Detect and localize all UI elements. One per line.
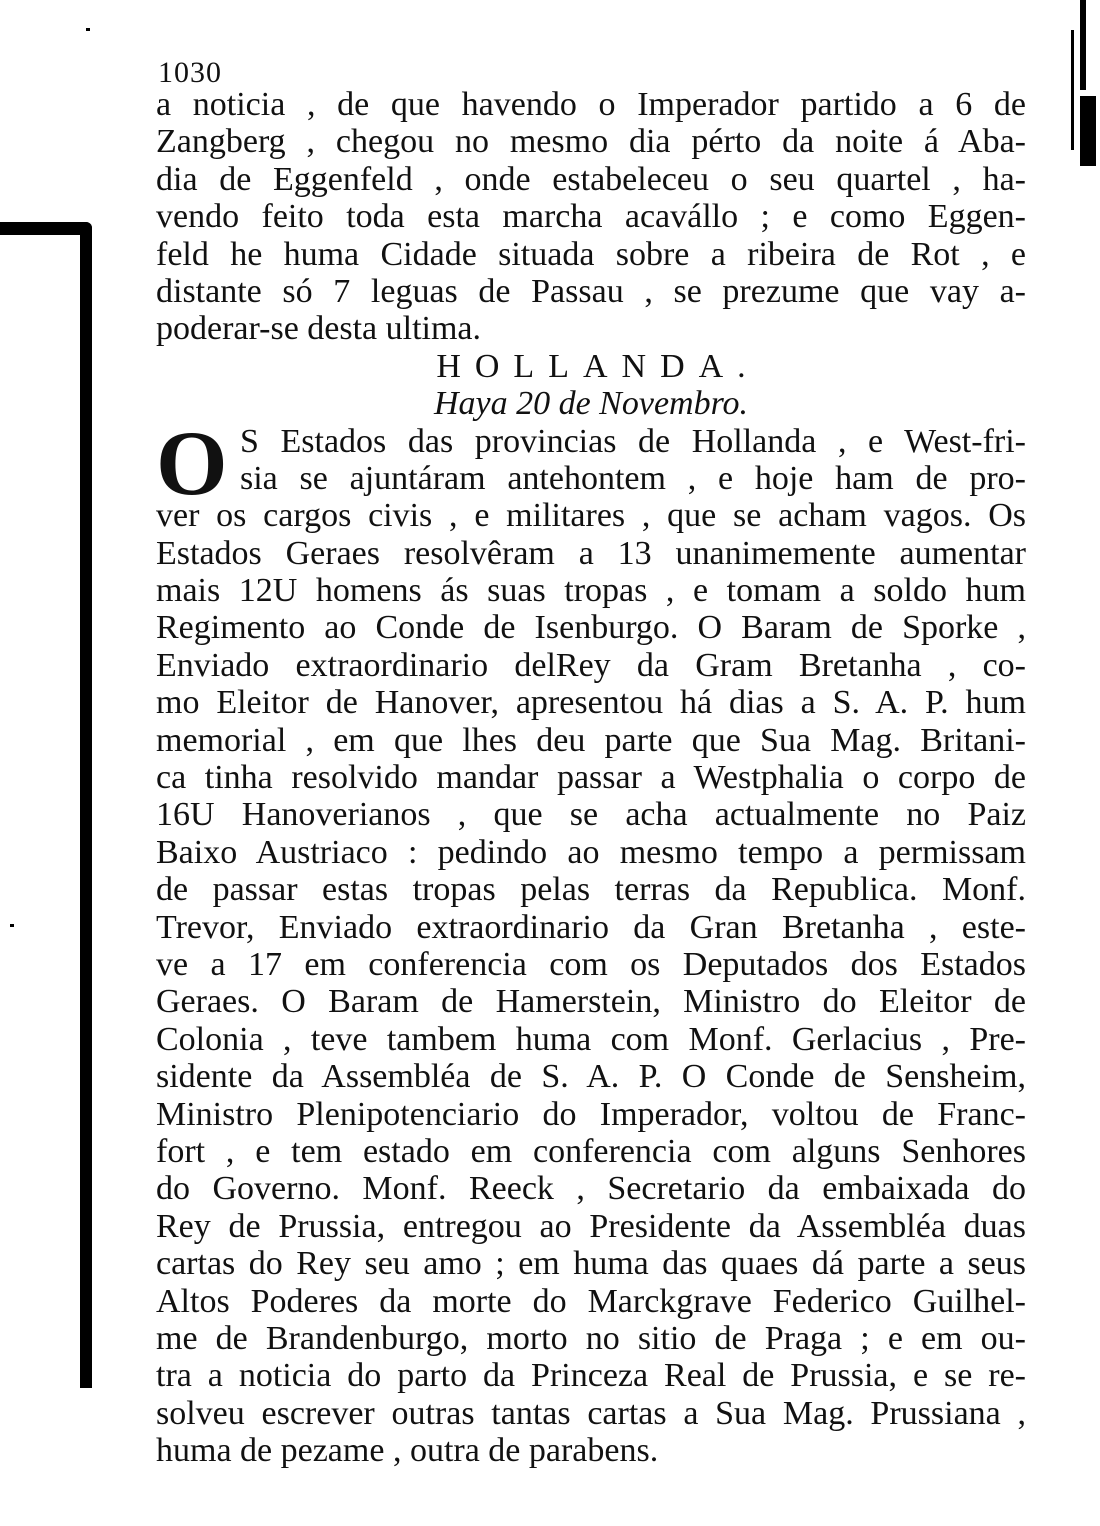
text-line: Estados Geraes resolvêram a 13 unanimemente aumentar (156, 534, 1026, 572)
text-line: Regimento ao Conde de Isenburgo. O Baram de Sporke , (156, 609, 1026, 647)
text-line: huma de pezame , outra de parabens. (156, 1432, 659, 1470)
text-line: Geraes. O Baram de Hamerstein, Ministro do Eleitor de (156, 983, 1026, 1021)
edge-mark (1080, 96, 1096, 166)
text-line: do Governo. Monf. Reeck , Secretario da embaixada do (156, 1170, 1026, 1208)
text-line: memorial , em que lhes deu parte que Sua Mag. Britani- (156, 721, 1026, 759)
text-line: dia de Eggenfeld , onde estabeleceu o seu quartel , ha- (156, 160, 1026, 198)
page-number: 1030 (158, 56, 222, 89)
text-block (156, 56, 1026, 1469)
speck (86, 28, 90, 31)
text-line: Trevor, Enviado extraordinario da Gran Bretanha , este- (156, 908, 1026, 946)
text-line: Colonia , teve tambem huma com Monf. Gerlacius , Pre- (156, 1020, 1026, 1058)
text-line: Enviado extraordinario delRey da Gram Bretanha , co- (156, 646, 1026, 684)
text-line: feld he huma Cidade situada sobre a ribeira de Rot , e (156, 235, 1026, 273)
binding-bracket (0, 222, 92, 1388)
text-line: sidente da Assembléa de S. A. P. O Conde de Sensheim, (156, 1058, 1026, 1096)
text-line: de passar estas tropas pelas terras da Republica. Monf. (156, 871, 1026, 909)
text-line: Zangberg , chegou no mesmo dia pérto da noite á Aba- (156, 123, 1026, 161)
text-line: solveu escrever outras tantas cartas a Sua Mag. Prussiana , (156, 1394, 1026, 1432)
text-line: Ministro Plenipotenciario do Imperador, voltou de Franc- (156, 1095, 1026, 1133)
text-line: me de Brandenburgo, morto no sitio de Praga ; e em ou- (156, 1319, 1026, 1357)
text-line: tra a noticia do parto da Princeza Real de Prussia, e se re- (156, 1357, 1026, 1395)
text-line: ca tinha resolvido mandar passar a Westphalia o corpo de (156, 759, 1026, 797)
text-line: Baixo Austriaco : pedindo ao mesmo tempo a permissam (156, 833, 1026, 871)
intro-paragraph (156, 86, 1026, 348)
section-paragraph (156, 411, 1026, 1470)
text-line: Rey de Prussia, entregou ao Presidente da Assembléa duas (156, 1207, 1026, 1245)
edge-mark (1080, 0, 1086, 90)
text-line: distante só 7 leguas de Passau , se prezume que vay a- (156, 272, 1026, 310)
drop-cap: O (156, 411, 228, 514)
speck (10, 924, 14, 927)
text-line: vendo feito toda esta marcha acavállo ; e como Eggen- (156, 198, 1026, 236)
text-line: sia se ajuntáram antehontem , e hoje ham de pro- (240, 459, 1026, 497)
edge-mark (1071, 30, 1074, 150)
text-line: ve a 17 em conferencia com os Deputados dos Estados (156, 945, 1026, 983)
text-line: cartas do Rey seu amo ; em huma das quaes dá parte a seus (156, 1245, 1026, 1283)
text-line: poderar-se desta ultima. (156, 310, 482, 348)
text-line: ver os cargos civis , e militares , que se acham vagos. Os (156, 497, 1026, 535)
text-line: fort , e tem estado em conferencia com alguns Senhores (156, 1132, 1026, 1170)
text-line: a noticia , de que havendo o Imperador partido a 6 de (156, 86, 1026, 123)
section-heading: HOLLANDA. (436, 347, 760, 385)
text-line: 16U Hanoverianos , que se acha actualmente no Paiz (156, 796, 1026, 834)
text-line: mo Eleitor de Hanover, apresentou há dias a S. A. P. hum (156, 684, 1026, 722)
text-line: mais 12U homens ás suas tropas , e tomam a soldo hum (156, 572, 1026, 610)
text-line: S Estados das provincias de Hollanda , e West-fri- (240, 422, 1026, 460)
dateline: Haya 20 de Novembro. (433, 385, 749, 423)
text-line: Altos Poderes da morte do Marckgrave Federico Guilhel- (156, 1282, 1026, 1320)
